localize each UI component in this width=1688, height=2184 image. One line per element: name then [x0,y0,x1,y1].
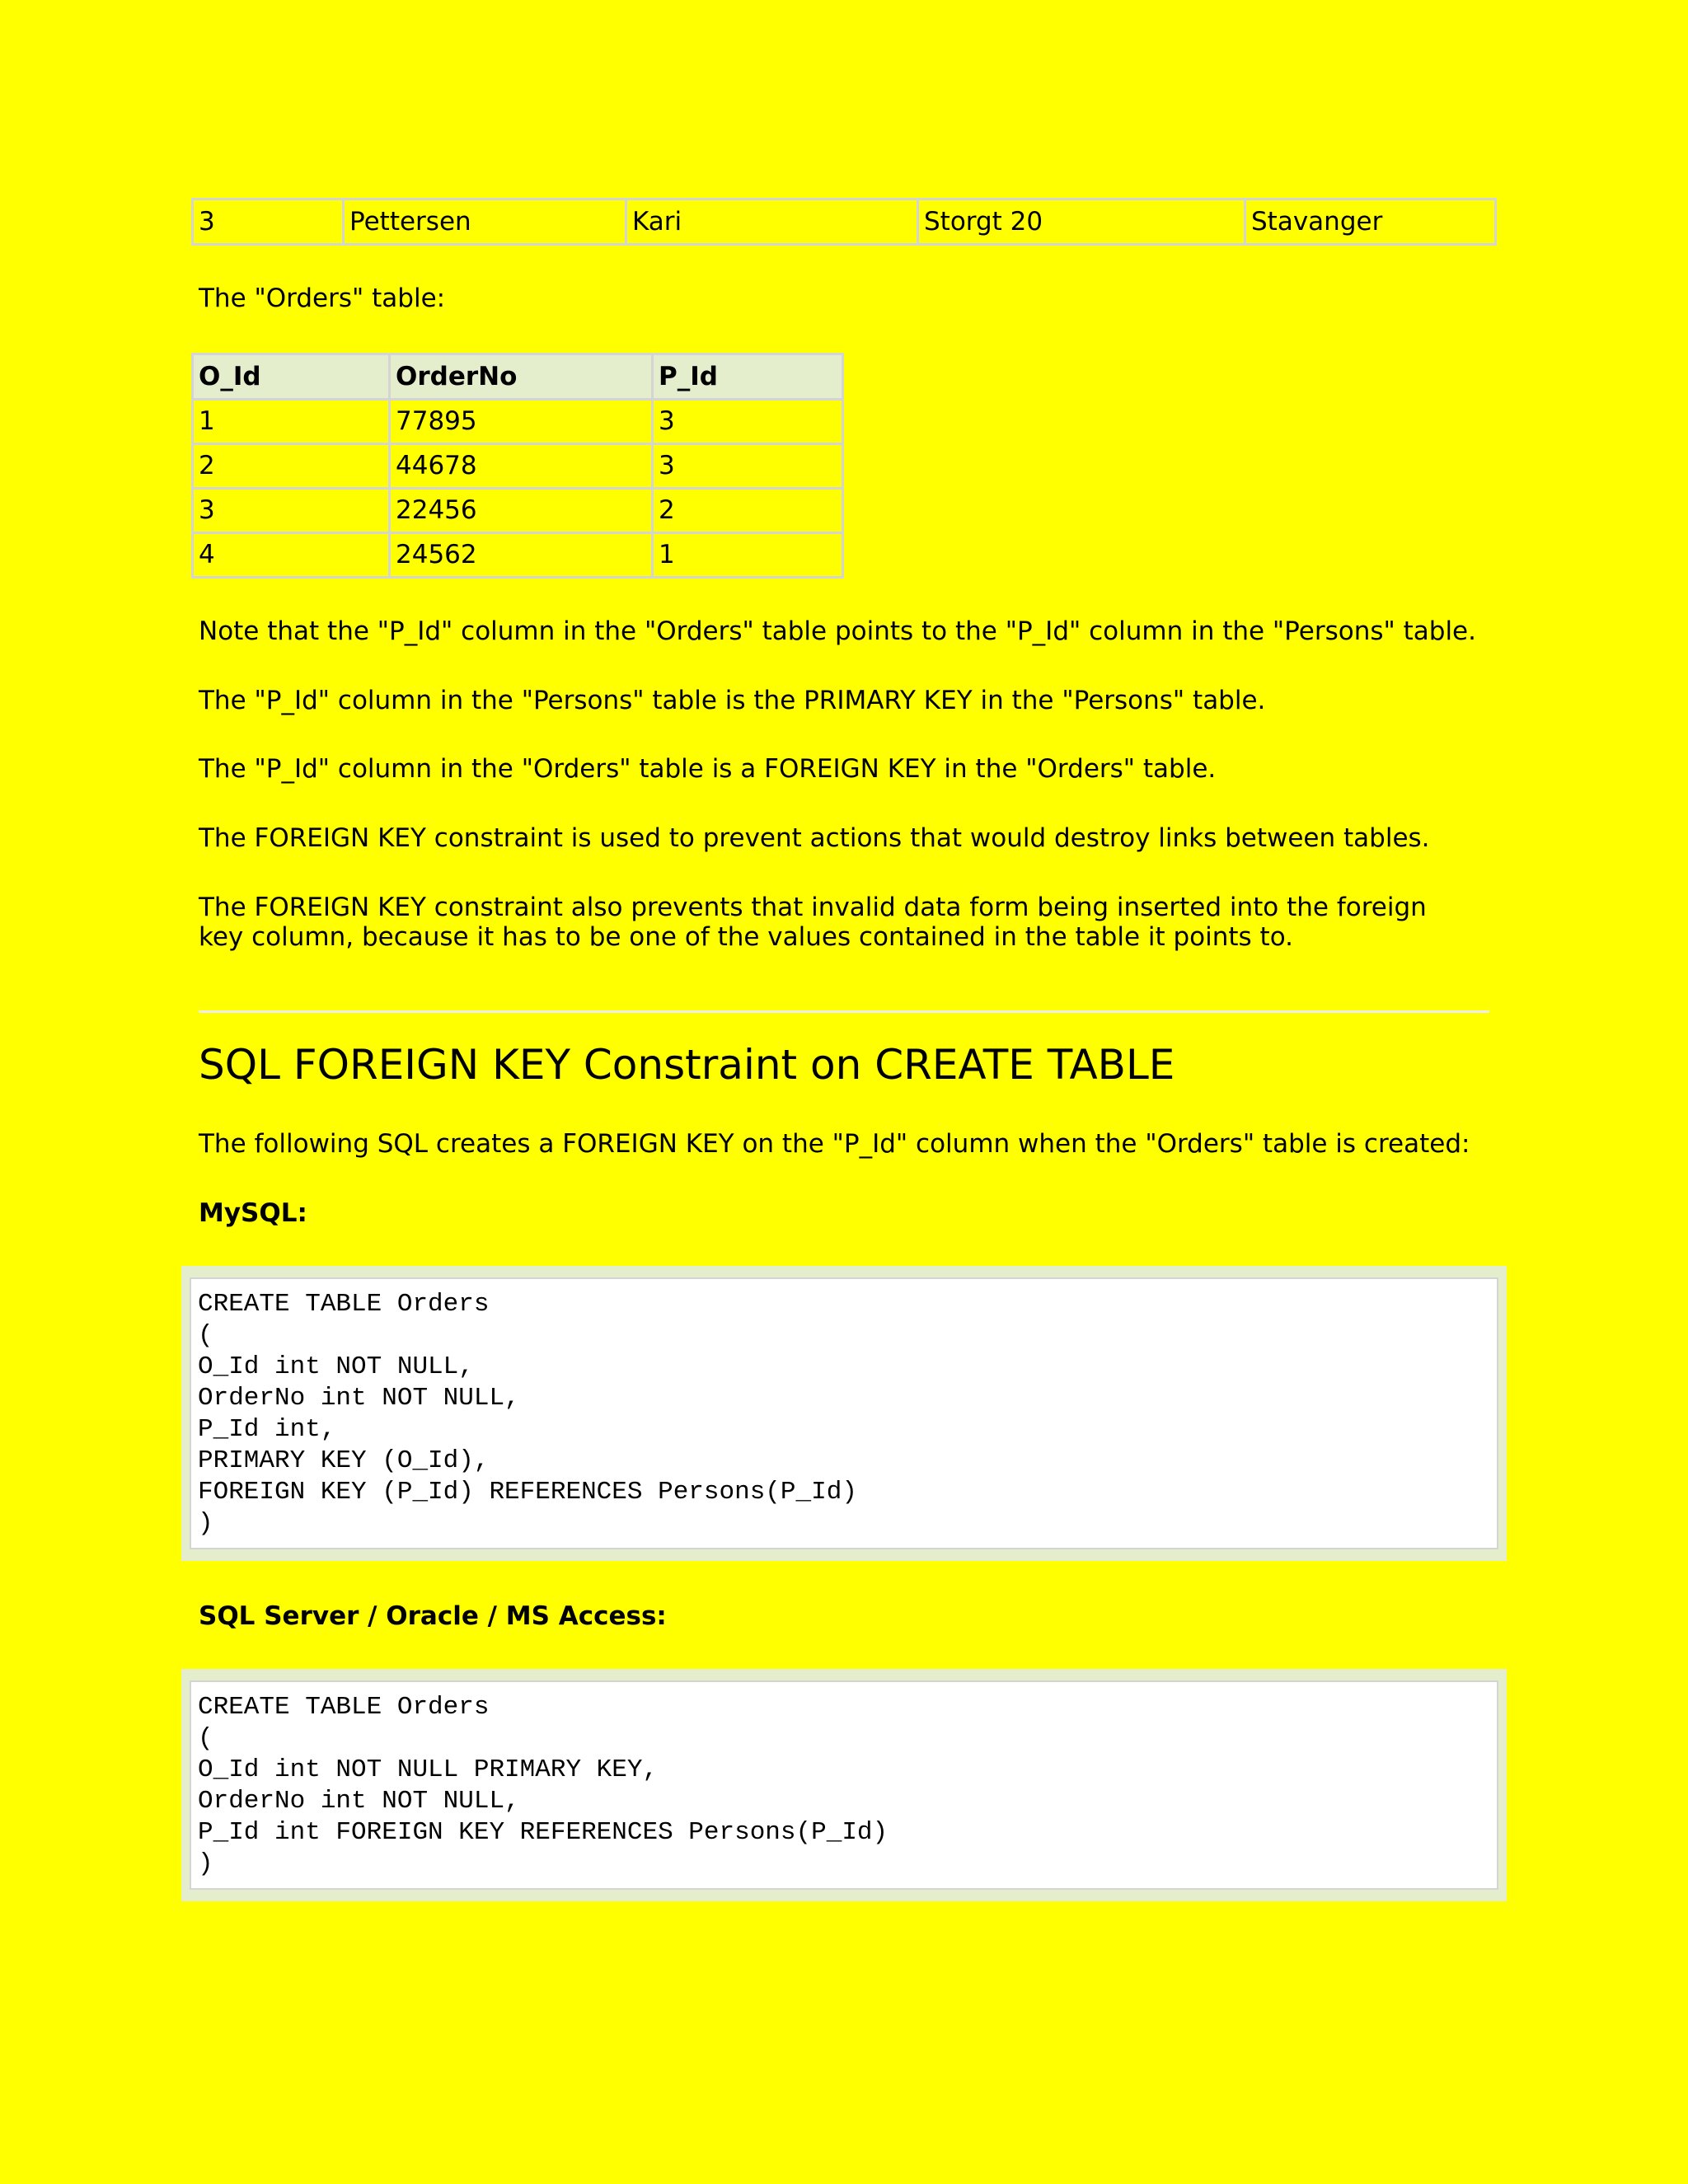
table-cell: 3 [193,489,390,533]
note-paragraph: The "P_Id" column in the "Persons" table is the PRIMARY KEY in the "Persons" table. [199,686,1266,715]
table-cell: 44678 [390,444,653,489]
section-intro: The following SQL creates a FOREIGN KEY on the "P_Id" column when the "Orders" table is created: [199,1129,1470,1159]
other-db-label: SQL Server / Oracle / MS Access: [199,1601,667,1631]
table-cell: Kari [626,199,918,245]
table-cell: 24562 [390,533,653,578]
table-cell: Pettersen [344,199,626,245]
table-row [193,199,1496,245]
other-db-code: CREATE TABLE Orders ( O_Id int NOT NULL PRIMARY KEY, OrderNo int NOT NULL, P_Id int FOREIGN KEY REFERENCES Persons(P_Id) ) [198,1693,889,1878]
note-paragraph: The "P_Id" column in the "Orders" table is a FOREIGN KEY in the "Orders" table. [199,754,1217,784]
table-cell: 1 [193,400,390,444]
mysql-code: CREATE TABLE Orders ( O_Id int NOT NULL, OrderNo int NOT NULL, P_Id int, PRIMARY KEY (O_Id), FOREIGN KEY (P_Id) REFERENCES Persons(P_Id) ) [198,1290,857,1538]
table-cell: 3 [653,444,843,489]
mysql-label: MySQL: [199,1198,307,1228]
table-header-row [193,354,843,400]
table-row [193,489,843,533]
persons-table [191,198,1497,246]
table-row [193,444,843,489]
table-cell: 2 [193,444,390,489]
column-header: OrderNo [390,354,653,400]
section-heading: SQL FOREIGN KEY Constraint on CREATE TABLE [199,1041,1175,1089]
note-paragraph: The FOREIGN KEY constraint also prevents that invalid data form being inserted into the foreign key column, because it has to be one of the values contained in the table it points to. [199,893,1427,952]
table-cell: 22456 [390,489,653,533]
table-cell: Stavanger [1245,199,1496,245]
note-paragraph: Note that the "P_Id" column in the "Orders" table points to the "P_Id" column in the "Persons" table. [199,616,1476,646]
table-cell: 2 [653,489,843,533]
column-header: O_Id [193,354,390,400]
table-cell: 3 [193,199,344,245]
column-header: P_Id [653,354,843,400]
table-cell: 3 [653,400,843,444]
table-cell: 4 [193,533,390,578]
note-paragraph: The FOREIGN KEY constraint is used to prevent actions that would destroy links between tables. [199,823,1430,853]
orders-table [191,353,844,579]
table-cell: 1 [653,533,843,578]
orders-caption: The "Orders" table: [199,284,446,313]
table-row [193,400,843,444]
section-divider [199,1010,1489,1013]
table-row [193,533,843,578]
table-cell: Storgt 20 [918,199,1245,245]
table-cell: 77895 [390,400,653,444]
